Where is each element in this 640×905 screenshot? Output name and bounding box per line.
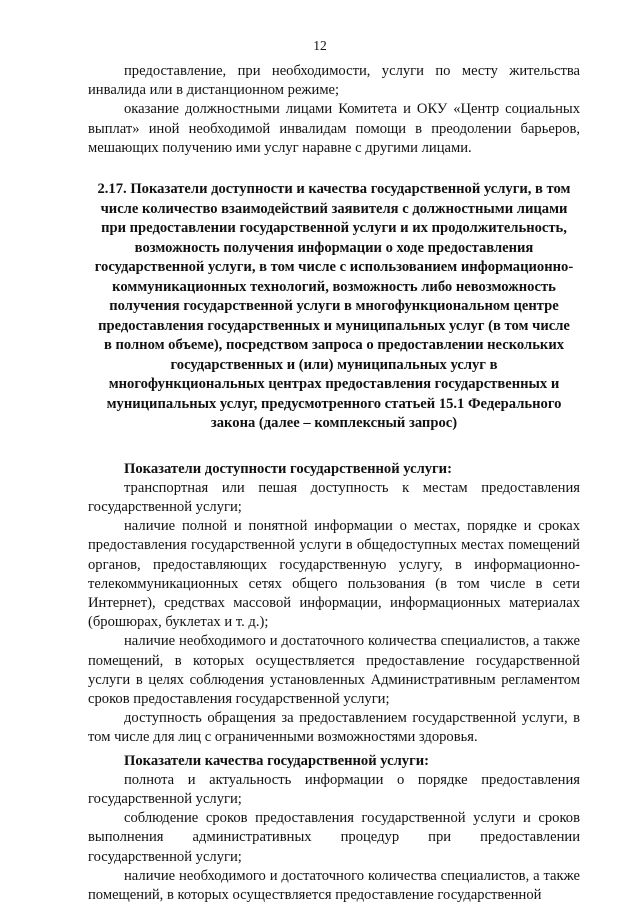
intro-paragraph: предоставление, при необходимости, услуги по месту жительства инвалида или в дистанционном режиме; [88,63,580,99]
quality-item: полнота и актуальность информации о порядке предоставления государственной услуги; [88,771,580,807]
page-number: 12 [313,38,327,53]
availability-item: доступность обращения за предоставлением государственной услуги, в том числе для лиц с ограниченными возможностями здоровья. [88,710,580,746]
quality-item: наличие необходимого и достаточного количества специалистов, а также помещений, в которых осуществляется предоставление государственной [88,867,580,903]
quality-item: соблюдение сроков предоставления государственной услуги и сроков выполнения административных процедур при предоставлении государственной услуги; [88,810,580,865]
availability-item: транспортная или пешая доступность к местам предоставления государственной услуги; [88,479,580,515]
availability-heading: Показатели доступности государственной услуги: [124,460,452,477]
availability-item: наличие необходимого и достаточного количества специалистов, а также помещений, в которых осуществляется предоставление государственной услуги в целях соблюдения установленных Административным регламентом сроков предоставления государственной услуги; [88,633,580,707]
section-heading: 2.17. Показатели доступности и качества государственной услуги, в том числе количество взаимодействий заявителя с должностными лицами при предоставлении государственной услуги и их продолжительность, возможность получения информации о ходе предоставления государственной услуги, в том числе с использованием информационно-коммуникационных технологий, возможность либо невозможность получения государственной услуги в многофункциональном центре предоставления государственных и муниципальных услуг (в том числе в полном объеме), посредством запроса о предоставлении нескольких государственных и (или) муниципальных услуг в многофункциональных центрах предоставления государственных и муниципальных услуг, предусмотренного статьей 15.1 Федерального закона (далее – комплексный запрос) [94,181,574,432]
quality-heading: Показатели качества государственной услуги: [124,752,429,769]
availability-item: наличие полной и понятной информации о местах, порядке и сроках предоставления государственной услуги в общедоступных местах помещений органов, предоставляющих государственную услугу, в информационно-телекоммуникационных сетях общего пользования (в том числе в сети Интернет), средствах массовой информации, информационных материалах (брошюрах, буклетах и т. д.); [88,518,580,631]
document-body [88,62,580,905]
intro-paragraph: оказание должностными лицами Комитета и ОКУ «Центр социальных выплат» иной необходимой инвалидам помощи в преодолении барьеров, мешающих получению ими услуг наравне с другими лицами. [88,101,580,156]
